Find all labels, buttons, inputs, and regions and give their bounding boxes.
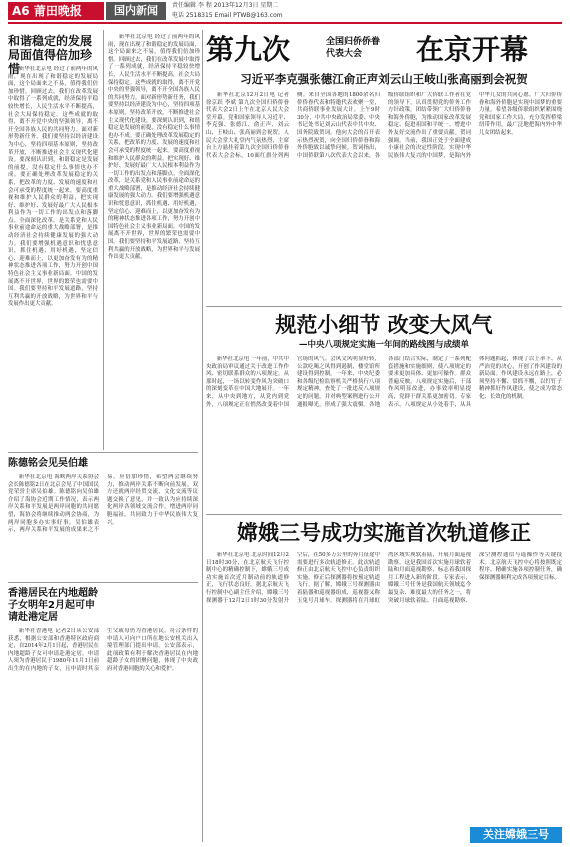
section-name: 国内新闻 [106, 2, 166, 20]
meta-line-1: 责任编辑 李 程 2013年12月3日 星期二 [172, 2, 279, 9]
section-divider-2 [8, 582, 198, 583]
article-left-2-body: 新华社北京电 海峡两岸关系协会会长陈德铭2日在北京会见了中国国民党荣誉主席吴伯雄。陈德铭向吴伯雄介绍了海协会近期工作情况，表示两岸关系和平发展是两岸同胞的共同愿望，海协会将继续推动两会协商，为两岸同胞多办实事好事。吴伯雄表示，两岸关系和平发展的成果来之不易，应倍加珍惜，希望两会继续努力，推动两岸关系不断向前发展。双方还就两岸经贸交流、文化交流等议题交换了意见，并一致认为应持续深化两岸各领域交流合作，增进两岸同胞福祉，共同致力于中华民族伟大复兴。 [8, 474, 198, 534]
main-column-divider [202, 30, 203, 842]
low-headline: 嫦娥三号成功实施首次轨道修正 [237, 521, 531, 545]
headline-part-mid [326, 36, 380, 60]
main-divider-2 [206, 514, 562, 515]
meta-line-2: 电话 2518315 Email PTWB@163.com [172, 12, 283, 19]
column-divider [103, 30, 104, 450]
section-divider [8, 452, 198, 453]
mid-headline: 规范小细节 改变大风气 [275, 313, 493, 337]
article-left-2-title: 陈德铭会见吴伯雄 [8, 458, 88, 469]
mid-subheadline: —中央八项规定实施一年间的路线图与成绩单 [298, 340, 469, 350]
article-left-3-body: 新华社香港电 记者2日从公安部获悉，根据公安部和香港特区政府商定，自2014年2月1日起，香港居民在内地超龄子女可申请赴港定居。申请人须为香港居民于1980年11月1日前出生的在内地的子女，且申请时其亲生父或母仍为香港居民。符合条件的申请人可向户口所在地公安机关出入境管理部门提出申请。公安部表示，此项政策有利于解决香港居民在内地超龄子女的团聚问题，体现了中央政府对香港同胞的关心和爱护。 [8, 628, 198, 672]
headline-part-left: 第九次 [206, 33, 291, 66]
article-left-1-title-1: 和谐稳定的发展 [8, 34, 93, 48]
main-article-body: 新华社北京12月2日电 记者 徐京跃 李斌 第九次全国归侨侨眷代表大会2日上午在北京人民大会堂开幕。党和国家领导人习近平、李克强、张德江、俞正声、刘云山、王岐山、张高丽到会祝贺。人民大会堂大礼堂内气氛热烈，主席台上方悬挂着第九次全国归侨侨眷代表大会会标，10面红旗分列两侧。来自全国各地的1800余名归侨侨眷代表和特邀代表欢聚一堂，共商侨联事业发展大计。上午9时30分，中共中央政治局常委、中央书记处书记刘云山代表中共中央、国务院致贺词。他向大会的召开表示热烈祝贺，向全国归侨侨眷和海外侨胞致以诚挚问候。贺词指出，中国侨联第八次代表大会以来，各级侨联组织和广大侨联工作者在党的领导下，认真贯彻党的侨务工作方针政策，团结带领广大归侨侨眷和海外侨胞，为推动国家改革发展稳定、促进祖国和平统一、增进中外友好交流作出了重要贡献。贺词强调，当前，我国正处于全面建成小康社会的决定性阶段。实现中华民族伟大复兴的中国梦，是海内外中华儿女的共同心愿。广大归侨侨眷和海外侨胞是实现中国梦的重要力量。希望各级侨联组织紧紧围绕党和国家工作大局，充分发挥桥梁纽带作用，最广泛地把海内外中华儿女团结起来。 [206, 92, 562, 159]
article-left-3-title-1: 香港居民在内地超龄 [8, 588, 98, 599]
header-meta [172, 1, 283, 21]
mid-article-body: 新华社北京电 一年前，中共中央政治局审议通过关于改进工作作风、密切联系群众的八项规定。从那时起，一场以转变作风为突破口的深刻变革在中国大地展开。一年来，从中央到地方，从党内到党外，八项规定正在悄然改变着中国官场的风气。会风文风明显好转，公款吃喝之风得到遏制，楼堂馆所建设得到控制。一年来，中央纪委和各级纪检监察机关严格执行八项规定精神，查处了一批违反八项规定的问题，并对典型案例进行公开通报曝光，形成了强大震慑。各地各部门结合实际，制定了一系列配套措施和实施细则，使八项规定的要求更加具体、更加可操作。群众普遍反映，八项规定实施后，干部作风明显改进，办事效率明显提高，党群干群关系更加密切。专家表示，八项规定从小处着手，从具体问题抓起，体现了以上率下、从严治党的决心，开创了作风建设的新局面。作风建设永远在路上，必须坚持不懈、常抓不懈，以钉钉子精神抓好作风建设，使之成为常态化、长效化的机制。 [206, 356, 562, 408]
low-article-body: 新华社北京电 北京时间12月2日18时30分，在北京航天飞行控制中心的精确控制下，嫦娥三号成功实施首次近月制动前的轨道修正，飞行状态良好。据北京航天飞行控制中心副主任介绍，嫦娥三号探测器于12月2日1时30分发射升空后，在50多万公里的奔月征途中需要进行多次轨道修正。此次轨道修正由北京航天飞控中心负责组织实施，修正后探测器将按预定轨道飞行。据了解，嫦娥三号探测器由着陆器和巡视器组成，巡视器又称玉兔号月球车。探测器将在月球虹湾区域实现软着陆，开展月面巡视勘察。这是我国首次实施月球软着陆和月面巡视勘察，标志着我国探月工程进入新的阶段。专家表示，嫦娥三号任务是我国航天领域迄今最复杂、难度最大的任务之一，将突破月球软着陆、月面巡视勘察、深空测控通信与遥操作等关键技术。北京航天飞控中心将按照既定程序，精确实施各项控制任务，确保探测器顺利完成各项预定目标。 [206, 552, 562, 604]
article-left-1-body-a [8, 66, 98, 446]
article-left-3-title [8, 588, 198, 624]
main-divider-1 [206, 306, 562, 307]
masthead [0, 0, 570, 22]
main-headline [206, 32, 562, 70]
headline-mid-2: 代表大会 [326, 49, 363, 59]
topic-badge: 关注嫦娥三号 [470, 827, 562, 843]
article-left-1-title-2: 局面值得倍加珍惜 [8, 48, 93, 76]
page-label: A6 莆田晚报 [8, 2, 104, 20]
header-rule [8, 22, 562, 24]
article-left-3-title-3: 请赴港定居 [8, 612, 58, 623]
article-left-1-body: 新华社北京电 经过了前两年的风雨，现在出现了和谐稳定的发展局面，这个局面来之不易，值得我们倍加珍惜。回顾过去，我们在改革发展中取得了一系列成就，经济保持平稳较快增长，人民生活水平不断提高，社会大局保持稳定。这些成就的取得，离不开党中央的坚强领导，离不开全国各族人民的共同努力。面对新形势新任务，我们要坚持以经济建设为中心，坚持四项基本原则，坚持改革开放，不断推进社会主义现代化建设。要深刻认识到，和谐稳定是发展的前提，没有稳定什么事情也办不成。要正确处理改革发展稳定的关系，把改革的力度、发展的速度和社会可承受的程度统一起来。要高度重视和维护人民群众的利益，把实现好、维护好、发展好最广大人民根本利益作为一切工作的出发点和落脚点。全面深化改革，是关系党和人民事业前途命运的重大战略部署，是推动经济社会持续健康发展的强大动力。我们要增强机遇意识和忧患意识，抓住机遇、用好机遇，坚定信心、迎难而上，以更加奋发有为的精神状态推进各项工作，努力开创中国特色社会主义事业新局面。中国的发展离不开世界，世界的繁荣也需要中国。我们要坚持和平发展道路，坚持互利共赢的开放战略，为世界和平与发展作出更大贡献。 [8, 66, 98, 308]
headline-mid-1: 全国归侨侨眷 [326, 37, 381, 47]
main-subheadline: 习近平李克强张德江俞正声刘云山王岐山张高丽到会祝贺 [240, 72, 528, 86]
article-left-3-title-2: 子女明年2月起可申 [8, 600, 95, 611]
article-left-1-body-b: 新华社北京电 经过了前两年的风雨，现在出现了和谐稳定的发展局面，这个局面来之不易，值得我们倍加珍惜。回顾过去，我们在改革发展中取得了一系列成就，经济保持平稳较快增长，人民生活水平不断提高，社会大局保持稳定。这些成就的取得，离不开党中央的坚强领导，离不开全国各族人民的共同努力。面对新形势新任务，我们要坚持以经济建设为中心，坚持四项基本原则，坚持改革开放，不断推进社会主义现代化建设。要深刻认识到，和谐稳定是发展的前提，没有稳定什么事情也办不成。要正确处理改革发展稳定的关系，把改革的力度、发展的速度和社会可承受的程度统一起来。要高度重视和维护人民群众的利益，把实现好、维护好、发展好最广大人民根本利益作为一切工作的出发点和落脚点。全面深化改革，是关系党和人民事业前途命运的重大战略部署，是推动经济社会持续健康发展的强大动力。我们要增强机遇意识和忧患意识，抓住机遇、用好机遇，坚定信心、迎难而上，以更加奋发有为的精神状态推进各项工作，努力开创中国特色社会主义事业新局面。中国的发展离不开世界，世界的繁荣也需要中国。我们要坚持和平发展道路，坚持互利共赢的开放战略，为世界和平与发展作出更大贡献。 [108, 34, 200, 261]
headline-part-right: 在京开幕 [416, 33, 529, 66]
